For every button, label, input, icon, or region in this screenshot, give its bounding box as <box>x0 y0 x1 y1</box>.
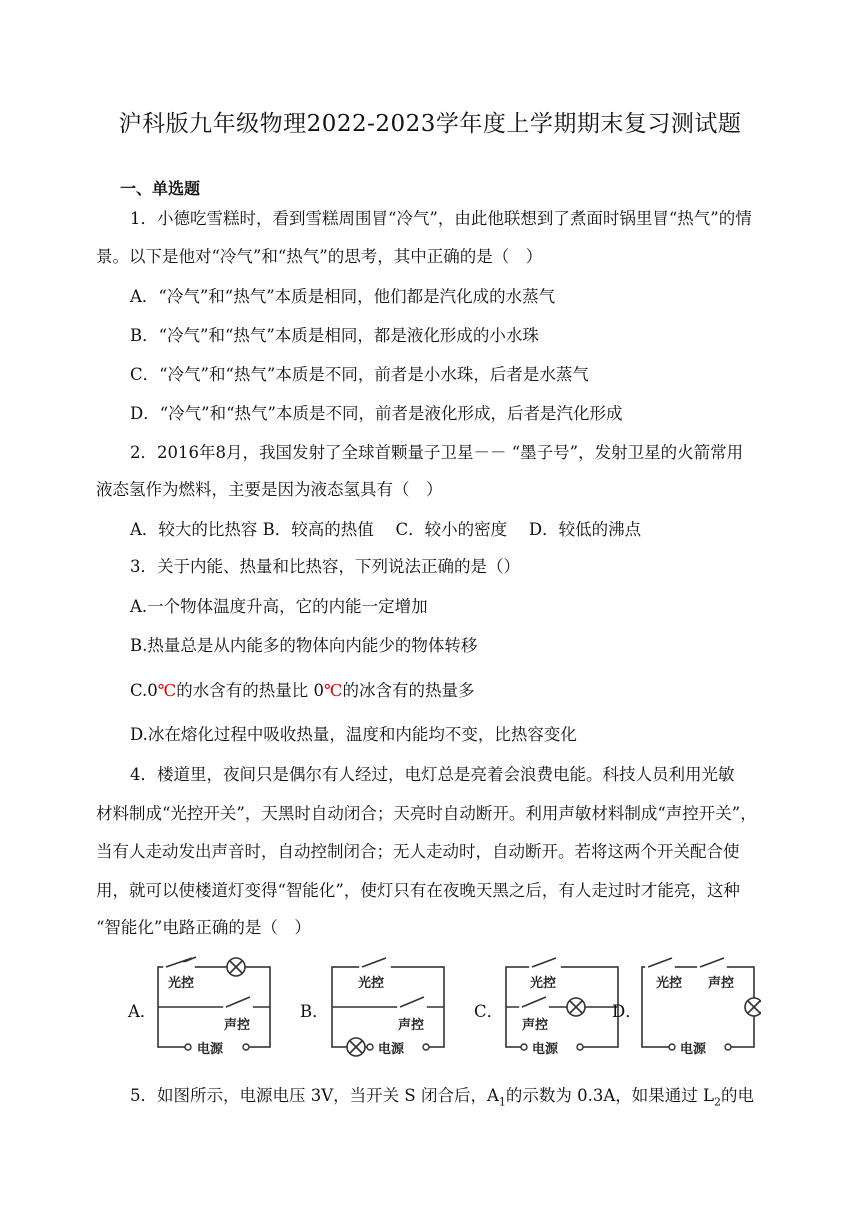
sound-switch-label: 声控 <box>522 1018 549 1033</box>
q2-options: A．较大的比热容 B．较高的热值 C．较小的密度 D．较低的沸点 <box>130 520 642 539</box>
circuit-diagram-b <box>326 955 451 1060</box>
light-switch-label: 光控 <box>656 976 683 991</box>
q4-stem-line4: 用，就可以使楼道灯变得“智能化”，使灯只有在夜晚天黑之后，有人走过时才能亮，这种 <box>96 881 740 900</box>
light-switch-label: 光控 <box>530 976 557 991</box>
q4-stem-line1: 4．楼道里，夜间只是偶尔有人经过，电灯总是亮着会浪费电能。科技人员利用光敏 <box>130 765 735 784</box>
sound-switch-label: 声控 <box>224 1018 251 1033</box>
power-label: 电源 <box>378 1042 405 1057</box>
q3-option-a: A.一个物体温度升高，它的内能一定增加 <box>130 597 428 616</box>
q1-option-d: D．“冷气”和“热气”本质是不同，前者是液化形成，后者是汽化形成 <box>130 404 623 423</box>
page-title: 沪科版九年级物理2022-2023学年度上学期期末复习测试题 <box>118 111 742 137</box>
q4-stem-line5: “智能化”电路正确的是（ ） <box>96 918 311 937</box>
q3-stem: 3．关于内能、热量和比热容，下列说法正确的是（） <box>130 557 520 576</box>
celsius-unit: ℃ <box>324 681 343 700</box>
q3-option-d: D.冰在熔化过程中吸收热量，温度和内能均不变，比热容变化 <box>130 725 577 744</box>
q1-option-a: A．“冷气”和“热气”本质是相同，他们都是汽化成的水蒸气 <box>130 287 556 306</box>
figure-b-label: B． <box>300 1002 329 1021</box>
q5-stem: 5．如图所示，电源电压 3V，当开关 S 闭合后，$A_1$的示数为 0.3A，如果通过 $L_2$的电 <box>130 1086 754 1109</box>
celsius-unit: ℃ <box>157 681 177 700</box>
power-label: 电源 <box>197 1042 224 1057</box>
q4-stem-line3: 当有人走动发出声音时，自动控制闭合；无人走动时，自动断开。若将这两个开关配合使 <box>96 842 740 861</box>
section-heading: 一、单选题 <box>120 179 201 198</box>
q1-option-b: B．“冷气”和“热气”本质是相同，都是液化形成的小水珠 <box>130 326 539 345</box>
q4-stem-line2: 材料制成“光控开关”，天黑时自动闭合；天亮时自动断开。利用声敏材料制成“声控开关”， <box>96 804 757 823</box>
figure-c-label: C． <box>474 1002 504 1021</box>
figure-d-label: D． <box>612 1002 642 1021</box>
q1-option-c: C．“冷气”和“热气”本质是不同，前者是小水珠，后者是水蒸气 <box>130 365 589 384</box>
light-switch-label: 光控 <box>168 976 195 991</box>
circuit-diagram-a <box>150 955 280 1060</box>
q1-stem-line1: 1．小德吃雪糕时，看到雪糕周围冒“冷气”，由此他联想到了煮面时锅里冒“热气”的情 <box>130 209 752 228</box>
sound-switch-label: 声控 <box>398 1018 425 1033</box>
q2-stem-line1: 2．2016年8月，我国发射了全球首颗量子卫星－－ “墨子号”，发射卫星的火箭常用 <box>130 443 744 462</box>
circuit-diagram-d <box>636 955 761 1060</box>
q2-stem-line2: 液态氢作为燃料，主要是因为液态氢具有（ ） <box>96 480 443 499</box>
q1-stem-line2: 景。以下是他对“冷气”和“热气”的思考，其中正确的是（ ） <box>96 247 543 266</box>
sound-switch-label: 声控 <box>708 976 735 991</box>
figure-a-label: A． <box>128 1002 157 1021</box>
power-label: 电源 <box>680 1042 707 1057</box>
circuit-diagram-c <box>500 955 625 1060</box>
light-switch-label: 光控 <box>358 976 385 991</box>
q3-option-c: C.0℃的水含有的热量比 0℃的冰含有的热量多 <box>130 681 475 700</box>
q3-option-b: B.热量总是从内能多的物体向内能少的物体转移 <box>130 636 478 655</box>
power-label: 电源 <box>532 1042 559 1057</box>
